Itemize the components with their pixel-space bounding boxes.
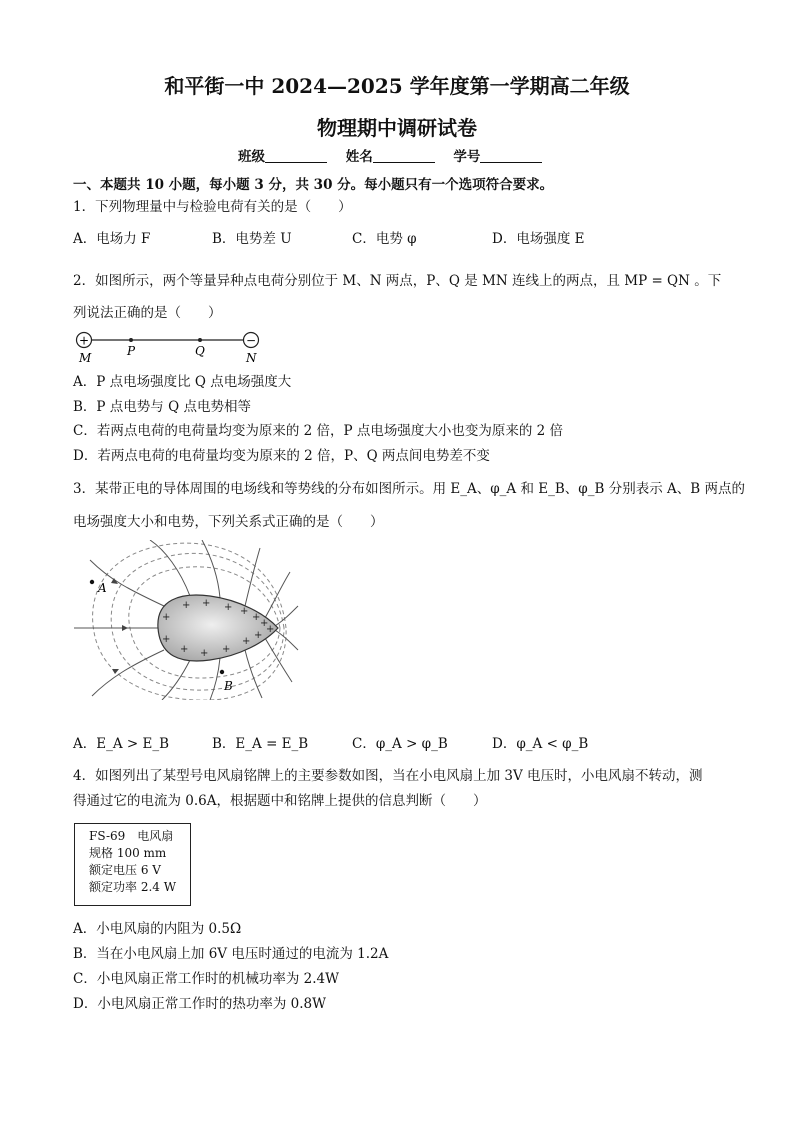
point-p-dot xyxy=(129,338,133,342)
svg-text:+: + xyxy=(162,612,171,623)
q2-stem-line2: 列说法正确的是（ ） xyxy=(73,305,222,321)
q3-option-d[interactable]: D．φ_A < φ_B xyxy=(492,736,589,752)
q4-option-a[interactable]: A．小电风扇的内阻为 0.5Ω xyxy=(73,921,242,937)
q1-option-b[interactable]: B．电势差 U xyxy=(212,231,292,247)
label-n: N xyxy=(246,351,257,365)
section-heading: 一、本题共 10 小题，每小题 3 分，共 30 分。每小题只有一个选项符合要求。 xyxy=(73,177,554,193)
svg-text:+: + xyxy=(260,618,269,629)
svg-text:+: + xyxy=(200,648,209,659)
q4-option-c[interactable]: C．小电风扇正常工作时的机械功率为 2.4W xyxy=(73,971,339,987)
label-q: Q xyxy=(195,344,205,358)
nameplate-voltage: 额定电压 6 V xyxy=(89,863,161,877)
point-a-dot xyxy=(90,580,94,584)
q2-option-b[interactable]: B．P 点电势与 Q 点电势相等 xyxy=(73,399,251,415)
q1-option-d[interactable]: D．电场强度 E xyxy=(492,231,585,247)
q3-figure xyxy=(70,540,300,700)
q3-option-c[interactable]: C．φ_A > φ_B xyxy=(352,736,448,752)
svg-text:+: + xyxy=(202,598,211,609)
svg-text:+: + xyxy=(242,636,251,647)
point-b-dot xyxy=(220,670,224,674)
student-info xyxy=(238,148,556,166)
id-field[interactable] xyxy=(480,148,542,163)
q3-stem-line1: 3．某带正电的导体周围的电场线和等势线的分布如图所示。用 E_A、φ_A 和 E_B、φ_B 分别表示 A、B 两点的 xyxy=(73,481,745,497)
q3-stem-line2: 电场强度大小和电势，下列关系式正确的是（ ） xyxy=(73,514,384,530)
page-subtitle: 物理期中调研试卷 xyxy=(317,116,477,140)
q1-stem: 1．下列物理量中与检验电荷有关的是（ ） xyxy=(73,199,352,215)
q2-option-d[interactable]: D．若两点电荷的电荷量均变为原来的 2 倍，P、Q 两点间电势差不变 xyxy=(73,448,490,464)
label-b: B xyxy=(224,679,233,693)
q1-option-a[interactable]: A．电场力 F xyxy=(73,231,151,247)
minus-sign: − xyxy=(245,333,257,348)
class-label: 班级 xyxy=(238,149,265,165)
svg-text:+: + xyxy=(252,612,261,623)
q3-option-a[interactable]: A．E_A > E_B xyxy=(73,736,170,752)
nameplate-power: 额定功率 2.4 W xyxy=(89,880,177,894)
id-label: 学号 xyxy=(453,149,481,165)
svg-text:+: + xyxy=(240,606,249,617)
q4-option-b[interactable]: B．当在小电风扇上加 6V 电压时通过的电流为 1.2A xyxy=(73,946,389,962)
page-title: 和平街一中 2024—2025 学年度第一学期高二年级 xyxy=(164,74,630,98)
svg-text:+: + xyxy=(222,644,231,655)
svg-text:+: + xyxy=(162,634,171,645)
q2-figure xyxy=(70,330,270,368)
q1-option-c[interactable]: C．电势 φ xyxy=(352,231,417,247)
q2-option-c[interactable]: C．若两点电荷的电荷量均变为原来的 2 倍，P 点电场强度大小也变为原来的 2 倍 xyxy=(73,423,564,439)
svg-text:+: + xyxy=(180,644,189,655)
svg-text:+: + xyxy=(182,600,191,611)
svg-text:+: + xyxy=(266,624,275,635)
plus-sign: + xyxy=(78,333,90,348)
class-field[interactable] xyxy=(265,148,327,163)
nameplate-model: FS-69 电风扇 xyxy=(89,829,174,843)
fan-nameplate xyxy=(74,823,191,906)
label-m: M xyxy=(79,351,92,365)
q4-stem-line1: 4．如图列出了某型号电风扇铭牌上的主要参数如图，当在小电风扇上加 3V 电压时，小电风扇不转动，测 xyxy=(73,768,703,784)
q3-option-b[interactable]: B．E_A = E_B xyxy=(212,736,309,752)
q2-stem-line1: 2．如图所示，两个等量异种点电荷分别位于 M、N 两点，P、Q 是 MN 连线上的两点，且 MP = QN 。下 xyxy=(73,273,722,289)
point-q-dot xyxy=(198,338,202,342)
svg-text:+: + xyxy=(224,602,233,613)
label-p: P xyxy=(127,344,136,358)
q4-option-d[interactable]: D．小电风扇正常工作时的热功率为 0.8W xyxy=(73,996,326,1012)
name-field[interactable] xyxy=(373,148,435,163)
label-a: A xyxy=(98,581,107,595)
nameplate-spec: 规格 100 mm xyxy=(89,846,167,860)
q4-stem-line2: 得通过它的电流为 0.6A，根据题中和铭牌上提供的信息判断（ ） xyxy=(73,793,487,809)
svg-text:+: + xyxy=(254,630,263,641)
q2-option-a[interactable]: A．P 点电场强度比 Q 点电场强度大 xyxy=(73,374,292,390)
name-label: 姓名 xyxy=(345,149,373,165)
